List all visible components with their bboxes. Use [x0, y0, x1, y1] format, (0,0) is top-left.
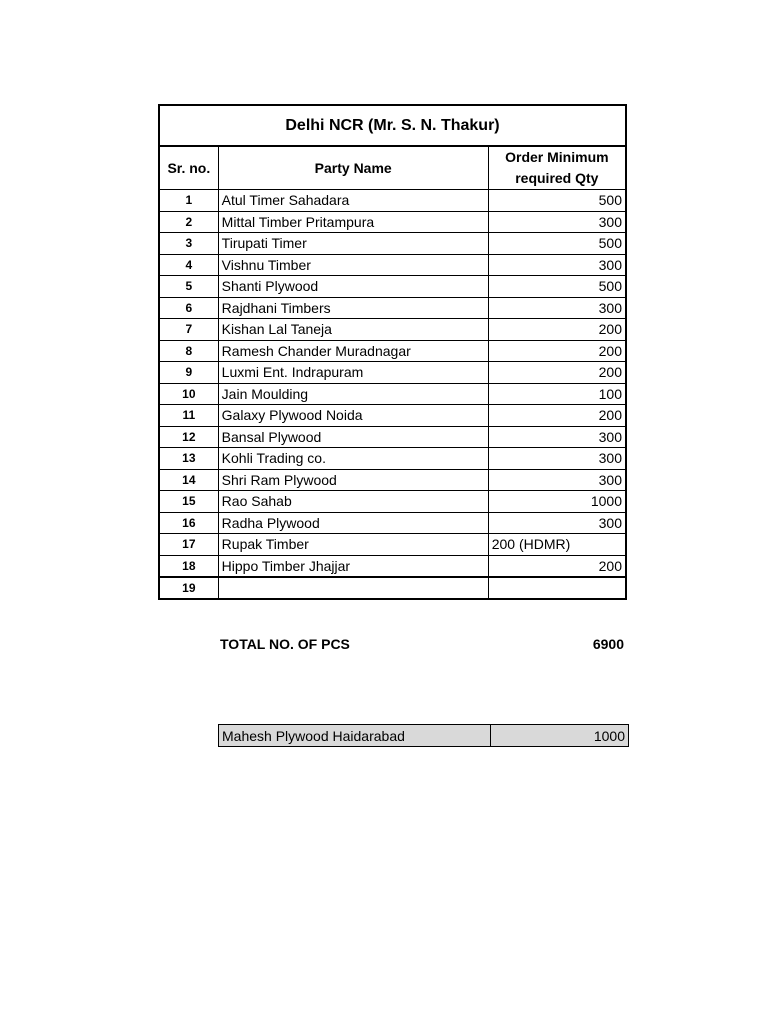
- row-sr-no: 19: [159, 577, 218, 599]
- row-party-name: Ramesh Chander Muradnagar: [218, 340, 488, 362]
- header-order-qty: [488, 146, 626, 190]
- table-row: [159, 211, 626, 233]
- header-order-qty-line2: required Qty: [515, 170, 599, 186]
- row-sr-no: 8: [159, 340, 218, 362]
- row-sr-no: 18: [159, 555, 218, 577]
- row-party-name: Kohli Trading co.: [218, 448, 488, 470]
- extra-row-table: [218, 724, 629, 747]
- table-row: [159, 448, 626, 470]
- row-sr-no: 9: [159, 362, 218, 384]
- row-party-name: Atul Timer Sahadara: [218, 190, 488, 212]
- row-qty: 200: [488, 362, 626, 384]
- table-row: [159, 297, 626, 319]
- row-party-name: Tirupati Timer: [218, 233, 488, 255]
- row-qty: 300: [488, 211, 626, 233]
- table-row: [159, 426, 626, 448]
- row-qty: 200: [488, 340, 626, 362]
- table-row: [159, 577, 626, 599]
- row-qty: 500: [488, 276, 626, 298]
- row-qty: 300: [488, 512, 626, 534]
- extra-row: [219, 725, 629, 747]
- table-row: [159, 190, 626, 212]
- row-qty: 500: [488, 233, 626, 255]
- row-qty: 1000: [488, 491, 626, 513]
- row-sr-no: 14: [159, 469, 218, 491]
- row-qty: 300: [488, 469, 626, 491]
- row-party-name: Shri Ram Plywood: [218, 469, 488, 491]
- row-party-name: Luxmi Ent. Indrapuram: [218, 362, 488, 384]
- row-qty: 100: [488, 383, 626, 405]
- total-label: TOTAL NO. OF PCS: [220, 636, 350, 652]
- table-row: [159, 383, 626, 405]
- row-party-name: Hippo Timber Jhajjar: [218, 555, 488, 577]
- row-sr-no: 17: [159, 534, 218, 556]
- row-party-name: Shanti Plywood: [218, 276, 488, 298]
- sheet-title: Delhi NCR (Mr. S. N. Thakur): [159, 105, 626, 146]
- table-row: [159, 405, 626, 427]
- row-qty: 200: [488, 319, 626, 341]
- extra-qty: 1000: [491, 725, 629, 747]
- row-sr-no: 7: [159, 319, 218, 341]
- row-party-name: Galaxy Plywood Noida: [218, 405, 488, 427]
- row-sr-no: 13: [159, 448, 218, 470]
- table-row: [159, 254, 626, 276]
- row-party-name: Jain Moulding: [218, 383, 488, 405]
- header-sr-no: Sr. no.: [159, 146, 218, 190]
- table-row: [159, 233, 626, 255]
- row-party-name: Kishan Lal Taneja: [218, 319, 488, 341]
- row-party-name: [218, 577, 488, 599]
- row-qty: [488, 577, 626, 599]
- row-party-name: Rajdhani Timbers: [218, 297, 488, 319]
- table-row: [159, 469, 626, 491]
- table-row: [159, 319, 626, 341]
- table-row: [159, 555, 626, 577]
- row-sr-no: 1: [159, 190, 218, 212]
- table-row: [159, 362, 626, 384]
- orders-table: [158, 104, 627, 600]
- row-party-name: Rao Sahab: [218, 491, 488, 513]
- row-party-name: Mittal Timber Pritampura: [218, 211, 488, 233]
- row-sr-no: 12: [159, 426, 218, 448]
- total-value: 6900: [592, 636, 624, 652]
- row-qty: 200: [488, 405, 626, 427]
- table-row: [159, 534, 626, 556]
- header-order-qty-line1: Order Minimum: [505, 149, 609, 165]
- table-row: [159, 491, 626, 513]
- row-party-name: Radha Plywood: [218, 512, 488, 534]
- row-sr-no: 16: [159, 512, 218, 534]
- row-qty: 500: [488, 190, 626, 212]
- extra-party-name: Mahesh Plywood Haidarabad: [219, 725, 491, 747]
- table-row: [159, 340, 626, 362]
- row-sr-no: 2: [159, 211, 218, 233]
- row-sr-no: 3: [159, 233, 218, 255]
- table-row: [159, 276, 626, 298]
- row-party-name: Vishnu Timber: [218, 254, 488, 276]
- row-qty: 300: [488, 297, 626, 319]
- row-sr-no: 11: [159, 405, 218, 427]
- header-party-name: Party Name: [218, 146, 488, 190]
- row-qty: 200: [488, 555, 626, 577]
- row-party-name: Rupak Timber: [218, 534, 488, 556]
- row-sr-no: 4: [159, 254, 218, 276]
- row-qty: 300: [488, 448, 626, 470]
- row-qty: 300: [488, 426, 626, 448]
- table-row: [159, 512, 626, 534]
- row-sr-no: 10: [159, 383, 218, 405]
- row-qty: 200 (HDMR): [488, 534, 626, 556]
- row-sr-no: 5: [159, 276, 218, 298]
- row-party-name: Bansal Plywood: [218, 426, 488, 448]
- row-sr-no: 15: [159, 491, 218, 513]
- row-qty: 300: [488, 254, 626, 276]
- row-sr-no: 6: [159, 297, 218, 319]
